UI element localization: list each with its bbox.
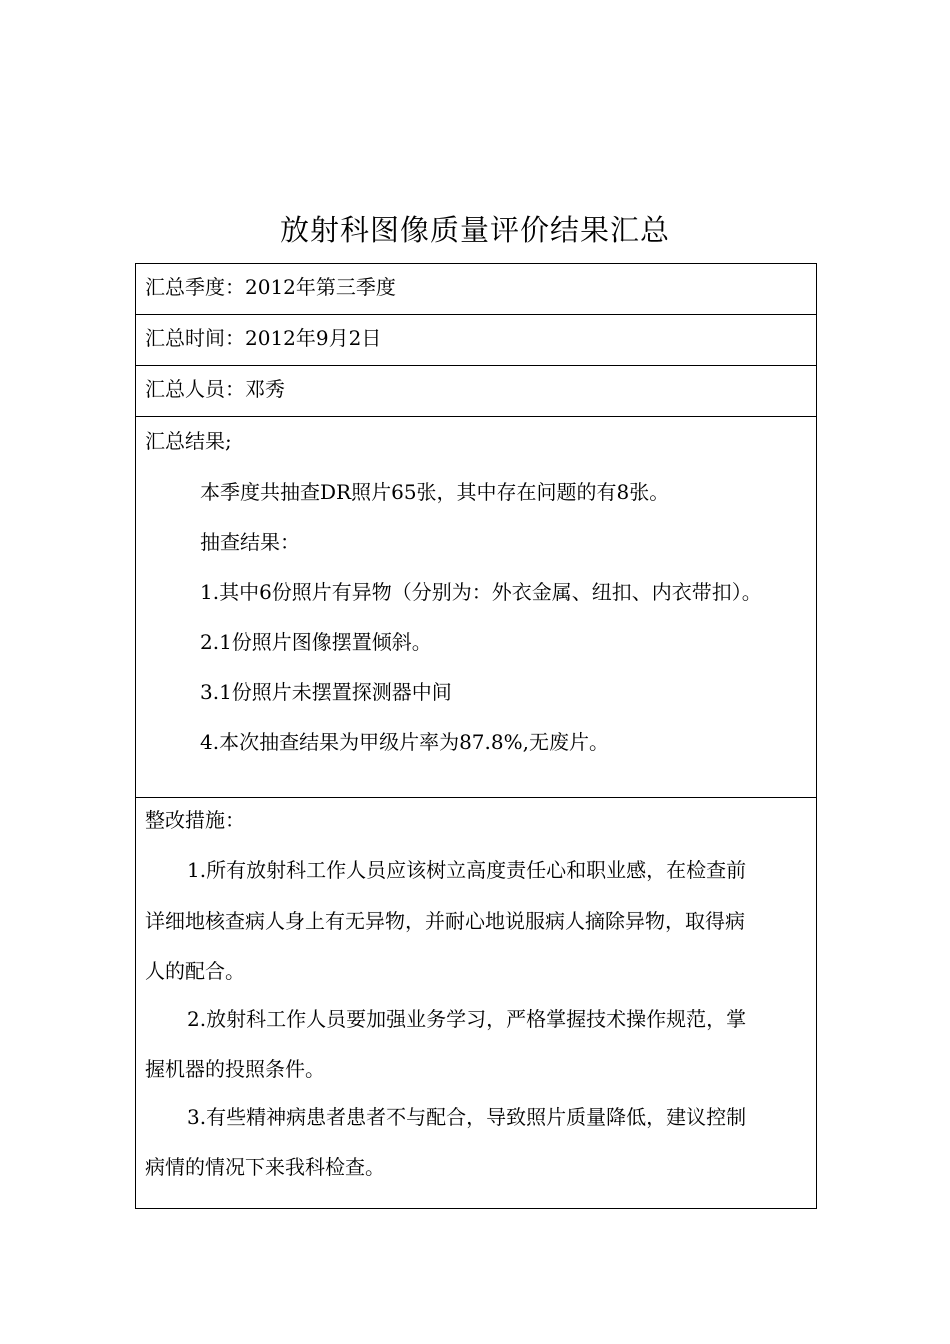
result-item: 1.其中6份照片有异物（分别为：外衣金属、纽扣、内衣带扣）。 (200, 580, 762, 604)
measure-line: 握机器的投照条件。 (145, 1057, 325, 1081)
row-measures (136, 798, 816, 1208)
quarter-text: 汇总季度：2012年第三季度 (145, 275, 396, 299)
row-quarter (136, 264, 816, 315)
result-item: 3.1份照片未摆置探测器中间 (200, 680, 452, 704)
result-item: 2.1份照片图像摆置倾斜。 (200, 630, 432, 654)
measure-line: 人的配合。 (145, 959, 245, 983)
page-title: 放射科图像质量评价结果汇总 (279, 213, 670, 247)
measure-line: 3.有些精神病患者患者不与配合，导致照片质量降低，建议控制 (187, 1105, 747, 1129)
measure-line: 病情的情况下来我科检查。 (145, 1155, 385, 1179)
person-text: 汇总人员：邓秀 (145, 377, 285, 401)
results-subheading: 抽查结果： (200, 530, 300, 554)
measures-heading: 整改措施： (145, 808, 245, 832)
row-person (136, 366, 816, 417)
row-time (136, 315, 816, 366)
measure-line: 1.所有放射科工作人员应该树立高度责任心和职业感，在检查前 (187, 858, 747, 882)
row-results (136, 417, 816, 798)
summary-table (135, 263, 817, 1209)
results-heading: 汇总结果; (145, 429, 232, 453)
time-text: 汇总时间：2012年9月2日 (145, 326, 382, 350)
result-item: 4.本次抽查结果为甲级片率为87.8%,无废片。 (200, 730, 609, 754)
results-summary: 本季度共抽查DR照片65张，其中存在问题的有8张。 (200, 480, 670, 504)
measure-line: 2.放射科工作人员要加强业务学习，严格掌握技术操作规范，掌 (187, 1007, 747, 1031)
measure-line: 详细地核查病人身上有无异物，并耐心地说服病人摘除异物，取得病 (145, 909, 745, 933)
